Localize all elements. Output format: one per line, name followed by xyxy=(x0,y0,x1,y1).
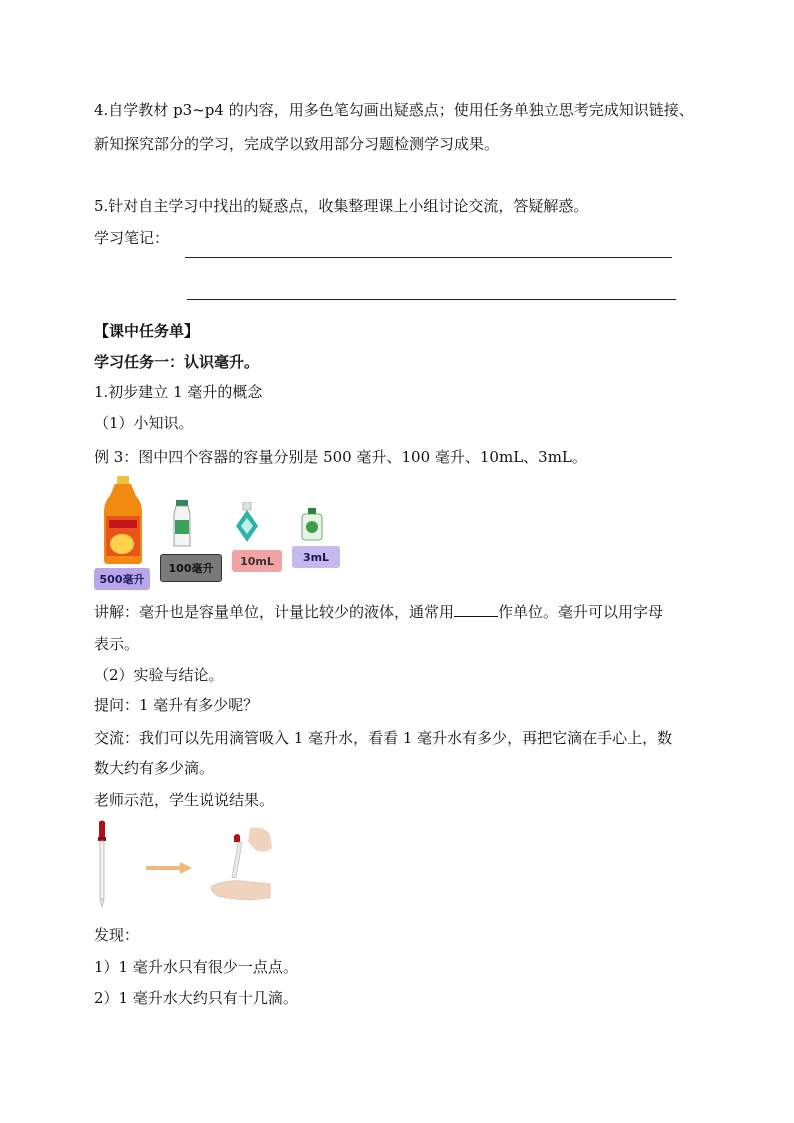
example3: 例 3：图中四个容器的容量分别是 500 毫升、100 毫升、10mL、3mL。 xyxy=(94,448,587,466)
sub1: （1）小知识。 xyxy=(94,414,194,432)
perfume-bottle-icon xyxy=(234,502,260,544)
section-title: 【课中任务单】 xyxy=(94,322,200,340)
answer-blank xyxy=(454,602,498,617)
arrow-right-icon xyxy=(146,862,192,874)
discover-label: 发现： xyxy=(94,926,140,944)
oil-bottle-icon xyxy=(299,508,325,542)
finding-1: 1）1 毫升水只有很少一点点。 xyxy=(94,958,298,976)
task1-title: 学习任务一：认识毫升。 xyxy=(94,353,260,371)
exchange-line2: 数大约有多少滴。 xyxy=(94,759,215,777)
milk-bottle-icon xyxy=(170,500,194,548)
teacher-line: 老师示范，学生说说结果。 xyxy=(94,791,275,809)
explain-line1 xyxy=(94,601,663,623)
explain-line2: 表示。 xyxy=(94,635,140,653)
container-label-4: 3mL xyxy=(292,546,340,568)
point1: 1.初步建立 1 毫升的概念 xyxy=(94,383,263,401)
item4-line2: 新知探究部分的学习，完成学以致用部分习题检测学习成果。 xyxy=(94,135,500,153)
explain-part1: 讲解：毫升也是容量单位，计量比较少的液体，通常用 xyxy=(94,603,455,621)
explain-part2: 作单位。毫升可以用字母 xyxy=(498,603,664,621)
exchange-line1: 交流：我们可以先用滴管吸入 1 毫升水，看看 1 毫升水有多少，再把它滴在手心上，数 xyxy=(94,729,673,747)
container-label-2: 100毫升 xyxy=(160,554,222,582)
juice-bottle-icon xyxy=(100,476,146,566)
containers-figure xyxy=(94,476,354,594)
notes-line-1 xyxy=(185,257,672,258)
sub2: （2）实验与结论。 xyxy=(94,666,224,684)
dropper-icon xyxy=(94,820,110,908)
dropper-figure xyxy=(94,820,274,910)
question: 提问：1 毫升有多少呢？ xyxy=(94,696,259,714)
hand-dropping-icon xyxy=(210,824,274,904)
notes-line-2 xyxy=(187,299,676,300)
notes-label: 学习笔记： xyxy=(94,229,170,247)
item5: 5.针对自主学习中找出的疑惑点，收集整理课上小组讨论交流，答疑解惑。 xyxy=(94,197,589,215)
container-label-3: 10mL xyxy=(232,550,282,572)
finding-2: 2）1 毫升水大约只有十几滴。 xyxy=(94,989,298,1007)
item4-line1: 4.自学教材 p3~p4 的内容，用多色笔勾画出疑惑点；使用任务单独立思考完成知识链接、 xyxy=(94,101,694,119)
container-label-1: 500毫升 xyxy=(94,568,150,590)
